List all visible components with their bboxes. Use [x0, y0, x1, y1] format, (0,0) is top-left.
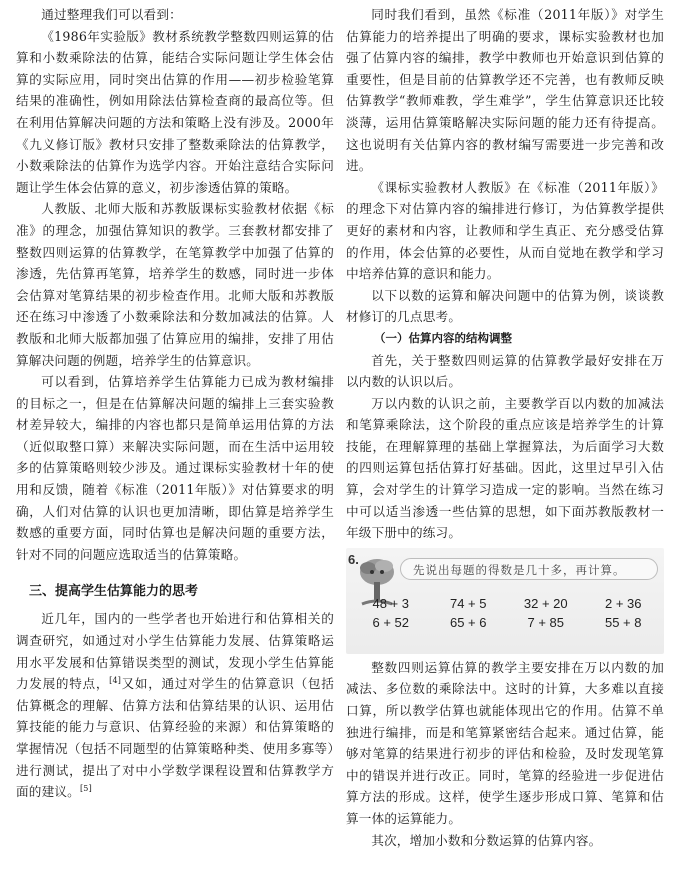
paragraph: 通过整理我们可以看到： — [41, 7, 182, 22]
textbook-exercise-figure — [346, 548, 664, 654]
paragraph: 同时我们看到，虽然《标准（2011年版）》对学生估算能力的培养提出了明确的要求，课标实验教材也加强了估算内容的编排，教学中教师也开始意识到估算的重要性，但是目前的估算教学还不完善，也有教师反映估算教学“教师难教，学生难学”，学生估算意识还比较淡薄，运用估算策略解决实际问题的能力还有待提高。这也说明有关估算内容的教材编写需要进一步完善和改进。 — [346, 7, 664, 174]
subsection-heading: （一）估算内容的结构调整 — [374, 330, 512, 345]
exercise-problem: 2 + 36 — [604, 595, 642, 611]
exercise-problem: 55 + 8 — [604, 614, 642, 630]
left-column — [16, 4, 334, 803]
exercise-problem: 48 + 3 — [372, 595, 409, 611]
paragraph: 其次，增加小数和分数运算的估算内容。 — [371, 832, 602, 848]
right-column — [346, 4, 664, 851]
exercise-problems — [352, 596, 662, 630]
paragraph: 人教版、北师大版和苏教版课标实验教材依据《标准》的理念，加强估算知识的教学。三套教材都安排了整数四则运算的估算教学，在笔算教学中加强了估算的渗透，先估算再笔算，培养学生的数感，同时进一步体会估算对笔算结果的初步检查作用。北师大版和苏教版还在练习中渗透了小数乘除法和分数加减法的估算。人教版和北师大版都加强了估算应用的编排，安排了用估算解决问题的例题，培养学生的估算意识。 — [16, 201, 334, 368]
paragraph: 《1986年实验版》教材系统教学整数四则运算的估算和小数乘除法的估算，能结合实际问题让学生体会估算的实际应用，同时突出估算的作用——初步检验笔算结果的准确性，例如用除法估算检查商的最高位等。但在利用估算解决问题的方法和策略上没有涉及。2000年《九义修订版》教材只安排了整数乘除法的估算教学，小数乘除法的估算作为选学内容。开始注意结合实际问题让学生体会估算的意义，初步渗透估算的策略。 — [16, 28, 334, 195]
section-heading: 三、提高学生估算能力的思考 — [29, 584, 199, 600]
paragraph: 以下以数的运算和解决问题中的估算为例，谈谈教材修订的几点思考。 — [346, 287, 664, 325]
paragraph — [16, 608, 334, 802]
exercise-instruction: 先说出每题的得数是几十多，再计算。 — [400, 558, 658, 580]
exercise-number: 6. — [348, 551, 359, 567]
citation-ref: [4] — [109, 676, 122, 686]
exercise-problem: 74 + 5 — [449, 595, 487, 611]
paragraph: 《课标实验教材人教版》在《标准（2011年版）》的理念下对估算内容的编排进行修订，为估算教学提供更好的素材和内容，让教师和学生真正、充分感受估算的作用，体会估算的必要性，从而自觉地在教学和学习中培养估算的意识和能力。 — [346, 179, 664, 282]
exercise-problem: 7 + 85 — [527, 614, 564, 630]
paragraph-text: 又如，通过对学生的估算意识（包括估算概念的理解、估算方法和估算结果的认识、运用估算技能的能力与意识、估算经验的来源）和估算策略的掌握情况（包括不同题型的估算策略种类、使用多寡等）进行测试，提出了对中小学数学课程设置和估算教学方面的建议。 — [16, 676, 335, 800]
exercise-problem: 6 + 52 — [372, 614, 409, 630]
citation-ref: [5] — [79, 784, 92, 793]
paragraph-text: 近几年，国内的一些学者也开始进行和估算相关的调查研究，如通过对小学生估算能力发展、估算策略运用水平发展和估算错误类型的测试，发现小学生估算能力发展的特点， — [16, 611, 334, 692]
exercise-problem: 65 + 6 — [449, 614, 487, 630]
paragraph: 首先，关于整数四则运算的估算教学最好安排在万以内数的认识以后。 — [346, 352, 664, 390]
paragraph: 可以看到，估算培养学生估算能力已成为教材编排的目标之一，但是在估算解决问题的编排上三套实验教材差异较大，编排的内容也都只是简单运用估算的方法（近似取整口算）来解决实际问题，而在生活中运用较多的估算策略则较少涉及。通过课标实验教材十年的使用和反馈，随着《标准（2011年版）》对估算要求的明确，人们对估算的认识也更加清晰，即估算是培养学生数感的重要方面，同时估算也是解决问题的重要方法，针对不同的问题应选取适当的估算策略。 — [16, 374, 334, 562]
exercise-problem: 32 + 20 — [523, 595, 568, 611]
paragraph: 万以内数的认识之前，主要教学百以内数的加减法和笔算乘除法，这个阶段的重点应该是培养学生的计算技能，在理解算理的基础上掌握算法，为后面学习大数的四则运算包括估算打好基础。因此，这里过早引入估算，会对学生的计算学习造成一定的影响。当然在练习中可以适当渗透一些估算的思想，如下面苏教版教材一年级下册中的练习。 — [346, 395, 664, 541]
paragraph: 整数四则运算估算的教学主要安排在万以内数的加减法、多位数的乘除法中。这时的计算，大多难以直接口算，所以教学估算也就能体现出它的作用。估算不单独进行编排，而是和笔算紧密结合起来。通过估算，能够对笔算的结果进行初步的评估和检验，及时发现笔算中的错误并进行改正。同时，笔算的经验进一步促进估算方法的形成。这样，使学生逐步形成口算、笔算和估算一体的运算能力。 — [346, 659, 664, 826]
